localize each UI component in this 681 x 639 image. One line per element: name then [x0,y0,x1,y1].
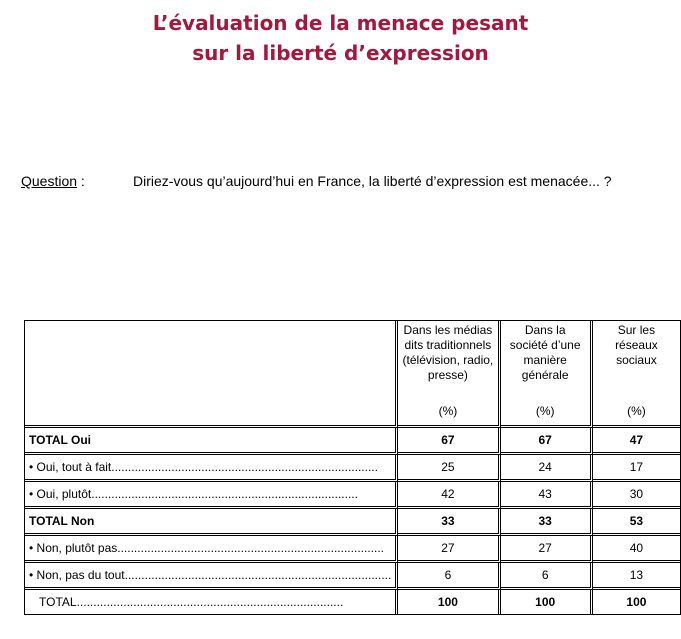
column-unit: (%) [535,404,555,418]
row-label-text: • Non, plutôt pas [29,541,118,555]
table-cell: 17 [593,455,680,482]
table-cell: 100 [501,590,593,614]
table-row [25,590,680,614]
table-cell: 33 [398,509,500,536]
table-cell: 24 [501,455,593,482]
column-header [593,321,680,428]
table-row [25,428,680,455]
table-row [25,482,680,509]
table-cell: 67 [398,428,500,455]
question-label-text: Question [21,173,78,189]
question-label [21,172,85,191]
table-row [25,536,680,563]
table-row [25,563,680,590]
row-label-text: • Non, pas du tout [29,568,125,582]
column-header-label: Dans la société d’une manière générale [509,323,581,382]
table-cell: 25 [398,455,500,482]
column-header-label: Sur les réseaux sociaux [615,323,658,367]
table-cell: 27 [398,536,500,563]
header-empty-cell [25,321,398,428]
title-line-2: sur la liberté d’expression [192,41,489,65]
table-cell: 100 [626,595,647,609]
table-cell: 6 [398,563,500,590]
table-cell: 13 [593,563,680,590]
table-cell: 42 [398,482,500,509]
row-label [25,563,398,590]
row-label [25,455,398,482]
row-label-text: • Oui, tout à fait [29,460,112,474]
column-header [398,321,500,428]
leader-dots: ................................................................................ [91,487,358,501]
row-label: TOTAL Oui [25,428,398,455]
column-unit: (%) [438,404,458,418]
table-cell: 47 [593,428,680,455]
table-cell: 100 [398,590,500,614]
row-label-text: • Oui, plutôt [29,487,92,501]
question-separator: : [77,173,85,189]
title-line-1: L’évaluation de la menace pesant [152,11,529,35]
row-label-text: TOTAL [39,595,77,609]
table-cell: 40 [593,536,680,563]
leader-dots: ................................................................................ [76,595,344,609]
table-cell: 33 [501,509,593,536]
table-cell: 53 [593,509,680,536]
column-header-label: Dans les médias dits traditionnels (télévision, radio, presse) [402,323,494,382]
row-label [25,482,398,509]
column-header [501,321,593,428]
leader-dots: ................................................................................ [117,541,384,555]
row-label [25,590,398,614]
results-table [24,320,681,615]
question-text: Diriez-vous qu’aujourd’hui en France, la liberté d’expression est menacée... ? [133,173,612,189]
table-row [25,455,680,482]
column-unit: (%) [627,404,646,418]
row-label: TOTAL Non [25,509,398,536]
table-cell: 67 [501,428,593,455]
leader-dots: ................................................................................ [124,568,392,582]
table-cell: 6 [501,563,593,590]
table-row [25,509,680,536]
row-label [25,536,398,563]
table-cell: 43 [501,482,593,509]
table-header-row [25,321,680,428]
leader-dots: ................................................................................ [111,460,378,474]
page-title [0,8,681,68]
table-cell: 27 [501,536,593,563]
table-cell: 30 [593,482,680,509]
